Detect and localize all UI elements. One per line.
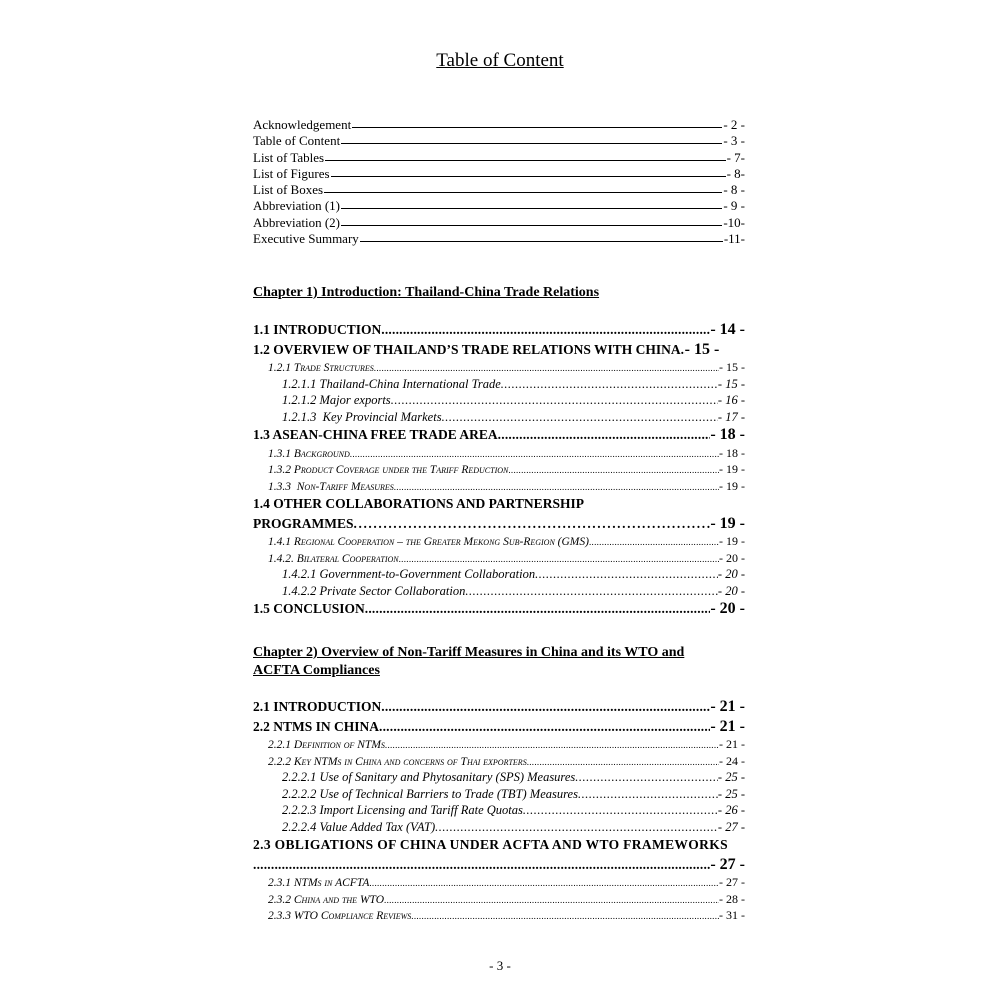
entry-label: Abbreviation (1) [253, 198, 341, 214]
toc-entry-1-4[interactable] [253, 494, 745, 514]
leader-line [331, 176, 726, 177]
toc-entry-2-3-1[interactable] [253, 874, 745, 891]
entry-page: - 16 - [717, 393, 745, 407]
entry-label: 1.3.2 Product Coverage under the Tariff Reduction [268, 464, 509, 476]
toc-entry-2-2-2-4[interactable] [253, 819, 745, 836]
front-entry-list-of-boxes[interactable] [253, 182, 745, 198]
dot-leader [385, 737, 719, 753]
entry-page: - 3 - [723, 133, 745, 149]
entry-page: - 2 - [723, 117, 745, 132]
page-number: - 3 - [489, 958, 511, 973]
dot-leader [501, 376, 718, 393]
toc-entry-2-3[interactable] [253, 835, 745, 855]
leader-line [325, 160, 726, 161]
entry-label: Abbreviation (2) [253, 214, 341, 230]
front-entry-table-of-content[interactable] [253, 133, 745, 149]
toc-entry-1-5[interactable] [253, 599, 745, 619]
entry-page: - 19 - [719, 534, 745, 548]
entry-label: 1.2 OVERVIEW OF THAILAND’S TRADE RELATIONS WITH CHINA [253, 341, 681, 357]
front-entry-list-of-figures[interactable] [253, 166, 745, 182]
dot-leader [365, 599, 711, 619]
dot-leader [411, 908, 719, 924]
entry-page: - 15 - [717, 376, 745, 391]
entry-label: 2.2.1 Definition of NTMs [268, 739, 385, 751]
entry-page: -11- [723, 231, 745, 247]
toc-entry-1-3-2[interactable] [253, 461, 745, 478]
chapter-2-toc [253, 697, 745, 924]
entry-page: - 25 - [717, 786, 745, 801]
dot-leader [508, 462, 719, 478]
entry-page: - 20 - [710, 600, 745, 617]
toc-entry-1-2-1-1[interactable] [253, 376, 745, 393]
entry-label: 1.4.2.2 Private Sector Collaboration [282, 583, 466, 598]
entry-page: - 25 - [717, 770, 745, 784]
dot-leader [589, 534, 719, 550]
entry-label: 2.2.2.3 Import Licensing and Tariff Rate Quotas [282, 803, 523, 817]
entry-label: 1.2.1.3 Key Provincial Markets [282, 409, 442, 424]
entry-page: - 26 - [717, 803, 745, 817]
dot-leader [394, 479, 719, 495]
dot-leader [578, 786, 718, 803]
entry-label: 1.3 ASEAN-CHINA FREE TRADE AREA [253, 427, 498, 442]
entry-label: 1.3.1 Background [268, 447, 350, 460]
entry-page: -10- [723, 214, 745, 230]
page-title: Table of Content [436, 50, 564, 71]
entry-page: - 8- [726, 165, 745, 181]
entry-label: 1.2.1 Trade Structures [268, 362, 374, 374]
entry-page: - 19 - [719, 462, 745, 476]
entry-page: - 21 - [710, 698, 745, 715]
toc-entry-2-2-2-1[interactable] [253, 769, 745, 786]
toc-entry-1-4-2-1[interactable] [253, 566, 745, 583]
entry-page: - 14 - [710, 321, 745, 338]
entry-label: Table of Content [253, 133, 341, 149]
entry-page: - 20 - [719, 550, 745, 565]
dot-leader [384, 892, 719, 908]
dot-leader [391, 392, 718, 409]
entry-page: - 27 - [717, 819, 745, 834]
dot-leader [369, 875, 719, 891]
entry-page: - 19 - [719, 478, 745, 493]
entry-label: 1.2.1.1 Thailand-China International Trade [282, 376, 501, 391]
toc-entry-1-4-2-2[interactable] [253, 583, 745, 600]
front-entry-abbreviation-2[interactable] [253, 215, 745, 231]
entry-label: 1.4.1 Regional Cooperation – the Greater Mekong Sub-Region (GMS) [268, 536, 589, 548]
entry-page: - 20 - [717, 567, 745, 581]
toc-entry-2-2-1[interactable] [253, 736, 745, 753]
front-entry-executive-summary[interactable] [253, 231, 745, 247]
entry-page: - 21 - [710, 717, 745, 735]
front-entry-list-of-tables[interactable] [253, 150, 745, 166]
toc-entry-1-2-1-3[interactable] [253, 409, 745, 426]
entry-label: Acknowledgement [253, 117, 352, 132]
front-entry-abbreviation-1[interactable] [253, 198, 745, 214]
entry-page: - 19 - [710, 514, 745, 532]
toc-entry-1-2-1[interactable] [253, 359, 745, 376]
entry-page: - 24 - [719, 753, 745, 768]
toc-entry-1-4-2[interactable] [253, 550, 745, 567]
chapter-1-heading[interactable]: Chapter 1) Introduction: Thailand-China Trade Relations [253, 285, 600, 300]
leader-line [352, 127, 722, 128]
entry-label: 1.3.3 Non-Tariff Measures [268, 480, 394, 493]
dot-leader [527, 754, 719, 770]
chapter-1-toc [253, 320, 745, 619]
entry-page: - 28 - [719, 891, 745, 906]
chapter-2-heading-line-2: ACFTA Compliances [253, 663, 380, 678]
entry-label: Executive Summary [253, 231, 359, 247]
dot-leader [379, 717, 710, 737]
toc-entry-1-4-1[interactable] [253, 533, 745, 550]
entry-label: 2.3 OBLIGATIONS OF CHINA UNDER ACFTA AND WTO FRAMEWORKS [253, 837, 728, 852]
entry-label: 1.5 CONCLUSION [253, 601, 365, 616]
entry-page: - 15 - [719, 360, 745, 374]
entry-page: - 31 - [719, 908, 745, 922]
toc-entry-2-2-2-3[interactable] [253, 802, 745, 819]
entry-page: - 27 - [710, 855, 745, 873]
leader-line [341, 143, 722, 144]
leader-line [324, 192, 722, 193]
entry-label: List of Figures [253, 165, 330, 181]
dot-leader [535, 566, 718, 583]
dot-leader [523, 802, 718, 819]
dot-leader [498, 425, 711, 445]
dot-leader [354, 514, 711, 534]
leader-line [360, 241, 723, 242]
leader-line [341, 208, 722, 209]
entry-label: 1.1 INTRODUCTION [253, 322, 382, 337]
entry-label: 1.4 OTHER COLLABORATIONS AND PARTNERSHIP [253, 496, 584, 511]
entry-label: 2.2.2.4 Value Added Tax (VAT) [282, 819, 436, 834]
dot-leader [381, 697, 710, 717]
toc-entry-2-2-2[interactable] [253, 753, 745, 770]
toc-entry-1-3[interactable] [253, 425, 745, 445]
dot-leader [442, 409, 718, 426]
entry-page: - 18 - [719, 445, 745, 460]
toc-entry-1-3-3[interactable] [253, 478, 745, 495]
dot-leader [465, 583, 718, 600]
toc-entry-1-2-1-2[interactable] [253, 392, 745, 409]
entry-label: 1.2.1.2 Major exports [282, 393, 391, 407]
dot-leader [350, 446, 719, 462]
toc-entry-2-2-2-2[interactable] [253, 786, 745, 803]
toc-entry-1-3-1[interactable] [253, 445, 745, 462]
dot-leader [381, 320, 710, 340]
entry-page: - 18 - [710, 426, 745, 443]
toc-entry-2-3-cont[interactable] [253, 855, 745, 875]
toc-entry-2-3-2[interactable] [253, 891, 745, 908]
entry-label: 2.1 INTRODUCTION [253, 699, 382, 714]
dot-leader [399, 551, 719, 567]
entry-label: 1.4.2. Bilateral Cooperation [268, 552, 399, 565]
entry-label: 2.2.2.2 Use of Technical Barriers to Trade (TBT) Measures [282, 786, 578, 801]
entry-page: - 8 - [723, 182, 745, 198]
entry-page: - 7- [726, 149, 745, 165]
chapter-2-heading[interactable] [253, 644, 745, 680]
front-entry-acknowledgement[interactable] [253, 117, 745, 133]
dot-leader [253, 855, 710, 875]
toc-entry-1-2[interactable] [253, 340, 745, 360]
entry-label: 2.3.2 China and the WTO [268, 893, 385, 906]
entry-label: 2.2.2 Key NTMs in China and concerns of Thai exporters [268, 755, 527, 768]
chapter-2-heading-line-1: Chapter 2) Overview of Non-Tariff Measures in China and its WTO and [253, 645, 685, 660]
entry-label: PROGRAMMES [253, 515, 354, 531]
entry-label: 2.2.2.1 Use of Sanitary and Phytosanitary (SPS) Measures [282, 770, 576, 784]
toc-entry-2-3-3[interactable] [253, 907, 745, 924]
dot-leader [575, 769, 718, 786]
entry-page: - 9 - [723, 198, 745, 214]
entry-page: - 15 - [684, 340, 720, 358]
entry-label: 2.3.1 NTMs in ACFTA [268, 877, 370, 889]
front-matter-list [253, 117, 745, 247]
toc-entry-1-1[interactable] [253, 320, 745, 340]
dot-leader [435, 819, 718, 836]
entry-label: 1.4.2.1 Government-to-Government Collaboration [282, 567, 536, 581]
entry-page: - 21 - [719, 737, 745, 751]
entry-page: - 17 - [717, 409, 745, 424]
entry-label: List of Boxes [253, 182, 324, 198]
toc-entry-1-4-cont[interactable] [253, 514, 745, 534]
entry-label: List of Tables [253, 149, 325, 165]
toc-entry-2-2[interactable] [253, 717, 745, 737]
entry-label: 2.2 NTMS IN CHINA [253, 718, 380, 734]
dot-leader [374, 360, 719, 376]
toc-entry-2-1[interactable] [253, 697, 745, 717]
entry-page: - 27 - [719, 875, 745, 889]
leader-line [341, 225, 722, 226]
entry-page: - 20 - [717, 583, 745, 598]
entry-label: 2.3.3 WTO Compliance Reviews [268, 910, 412, 922]
